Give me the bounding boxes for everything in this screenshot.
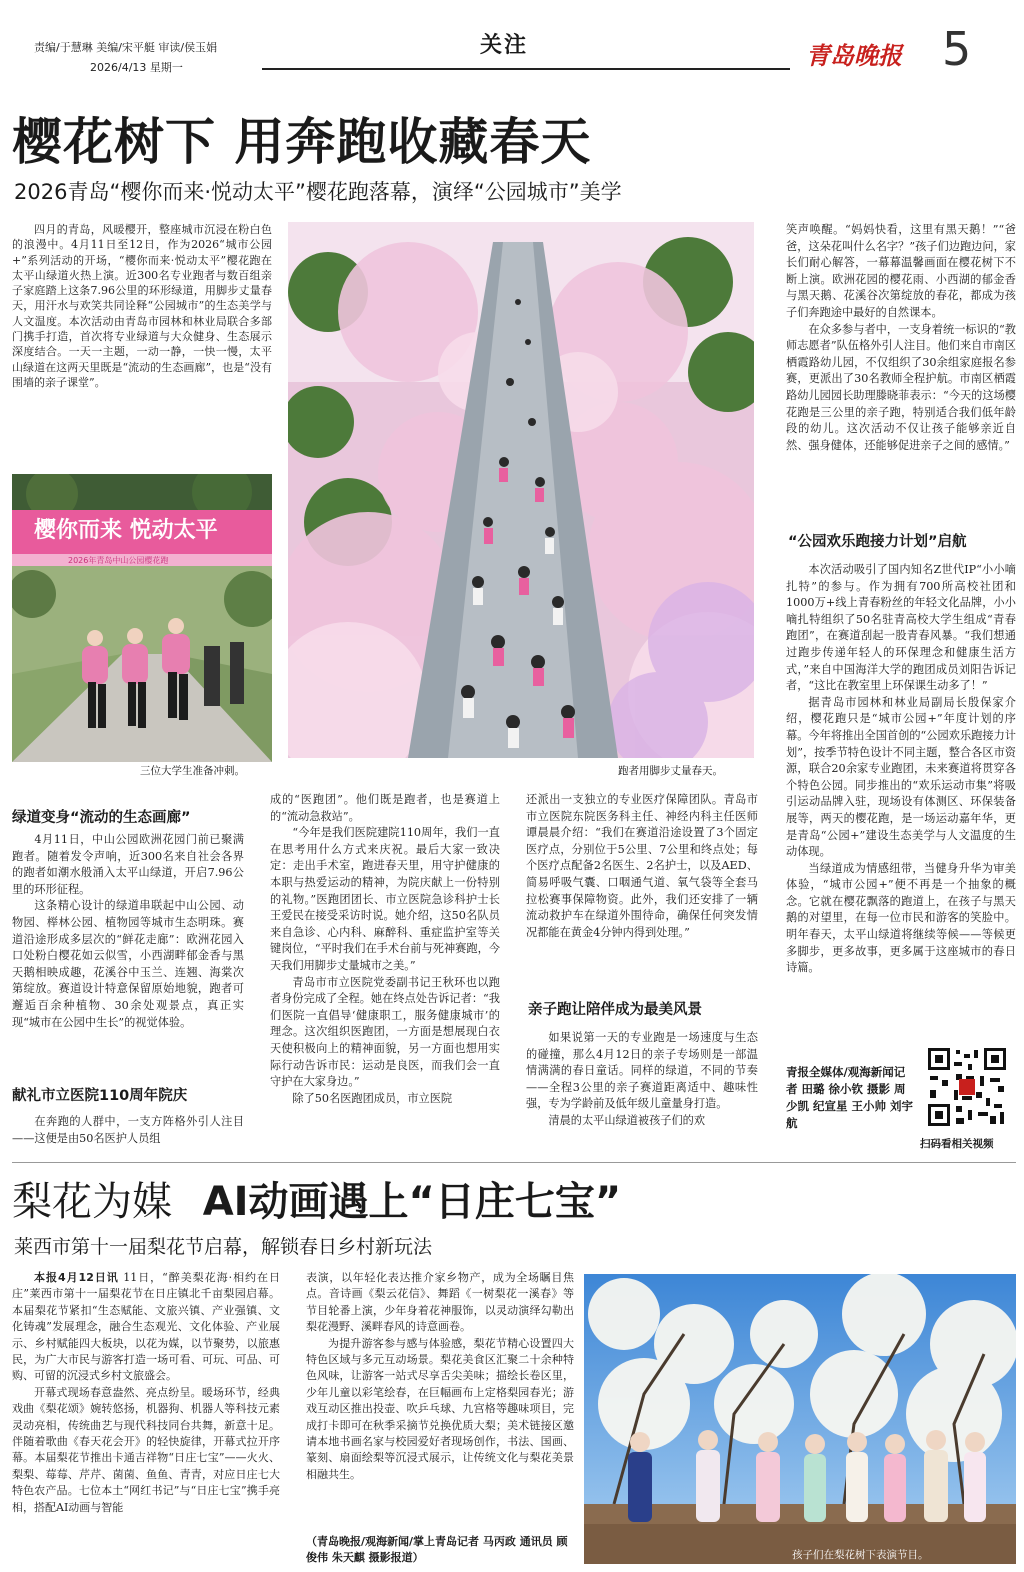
qr-code[interactable] xyxy=(926,1046,1008,1128)
section-heading-family-run: 亲子跑让陪伴成为最美风景 xyxy=(528,1002,702,1018)
dateline: 本报4月12日讯 xyxy=(34,1271,119,1284)
subheadline: 2026青岛“樱你而来·悦动太平”樱花跑落幕，演绎“公园城市”美学 xyxy=(14,180,622,204)
article-divider xyxy=(12,1162,1016,1163)
article1-byline: 青报全媒体/观海新闻记者 田璐 徐小钦 摄影 周少凯 纪宣星 王小帅 刘宇航 xyxy=(786,1065,914,1130)
photo-center-caption: 跑者用脚步丈量春天。 xyxy=(618,765,723,777)
headline-2-light: 梨花为媒 xyxy=(12,1179,172,1225)
banner-title: 樱你而来 悦动太平 xyxy=(34,518,218,543)
qr-caption: 扫码看相关视频 xyxy=(920,1138,994,1150)
photo-cherry-blossom-greenway xyxy=(288,222,754,758)
section-body-hospital-anniversary: 在奔跑的人群中，一支方阵格外引人注目——这便是由50名医护人员组 xyxy=(12,1115,244,1145)
section-body-relay-plan: 本次活动吸引了国内知名Z世代IP“小小嘀扎特”的参与。作为拥有700所高校社团和1000万+线上青春粉丝的年轻文化品牌，小小嘀扎特组织了50名驻青高校大学生组成“青春跑团”，在赛道刮起一股青春风暴。“我们想通过跑步传递年轻人的环保理念和健康生活方式，”来自中国海洋大学的跑团成员刘阳告诉记者，“这比在教室里上环保课生动多了！” 据青岛市园林和林业局副局长殷保家介绍，樱花跑只是“城市公园+”年度计划的序幕。今年将推出全国首创的“公园欢乐跑接力计划”，按季节特色设计不同主题，整合各区市资源，联合20余家专业跑团，未来赛道将贯穿各个特色公园。同步推出的“欢乐运动市集”将吸引运动品牌入驻，现场设有体测区、环保装备展等，两天的樱花跑，是一场运动嘉年华，更是青岛“公园+”建设生态美学与人文温度的生动体现。 当绿道成为情感纽带，当健身升华为审美体验，“城市公园+”便不再是一个抽象的概念。它就在樱花飘落的跑道上，在孩子与黑天鹅的对望里，在每一位市民和游客的笑脸中。明年春天，太平山绿道将继续等候——等候更多脚步，更多故事，更多属于这座城市的春日诗篇。 xyxy=(786,563,1016,975)
photo-left-caption: 三位大学生准备冲刺。 xyxy=(140,765,245,777)
column2-body: 成的“医跑团”。他们既是跑者，也是赛道上的“流动急救站”。 “今年是我们医院建院110周年，我们一直在思考用什么方式来庆祝。最后大家一致决定：走出手术室，跑进春天里，用守护健康的本职与热爱运动的精神，为院庆献上一份特别的礼物。”医跑团团长、市立医院急诊科护士长王爱民在接受采访时说。她介绍，这50名队员来自急诊、心内科、麻醉科、重症监护室等关键岗位，“平时我们在手术台前与死神赛跑，今天我们用脚步丈量城市之美。” 青岛市市立医院党委副书记王秋环也以跑者身份完成了全程。她在终点处告诉记者：“我们医院一直倡导‘健康职工，服务健康城市’的理念。这次组织医跑团，一方面是想展现白衣天使积极向上的精神面貌，另一方面也想用实际行动告诉市民：运动是良医，而我们会一直守护在大家身边。” 除了50名医跑团成员，市立医院 xyxy=(270,793,500,1105)
column4-body-top: 笑声唤醒。“妈妈快看，这里有黑天鹅！”“爸爸，这朵花叫什么名字？”孩子们边跑边问，家长们耐心解答，一幕幕温馨画面在樱花树下不断上演。欧洲花园的樱花雨、小西湖的郁金香与黑天鹅、花溪谷次第绽放的春花，都成为孩子们奔跑途中最好的自然课本。 在众多参与者中，一支身着统一标识的“教师志愿者”队伍格外引人注目。他们来自市南区栖霞路幼儿园，不仅组织了30余组家庭报名参赛，更派出了30名教师全程护航。市南区栖霞路幼儿园园长助理滕晓菲表示：“今天的这场樱花跑是三公里的亲子跑，特别适合我们低年龄段的幼儿。这次活动不仅让孩子能够亲近自然、强身健体，还能够促进亲子之间的感情。” xyxy=(786,223,1016,452)
section-heading-hospital-anniversary: 献礼市立医院110周年院庆 xyxy=(12,1088,188,1104)
article2-column1: 本报4月12日讯 11日，“醉美梨花海·相约在日庄”莱西市第十一届梨花节在日庄镇北千亩梨园启幕。本届梨花节紧扣“生态赋能、文旅兴镇、产业强镇、文化铸魂”发展理念，融合生态观光、文化体验、产业展示、乡村赋能四大板块，以花为媒，以节聚势，以旅惠民，为广大市民与游客打造一场可看、可玩、可品、可购、可留的沉浸式乡村文旅盛会。 开幕式现场春意盎然、亮点纷呈。暖场环节，经典戏曲《梨花颂》婉转悠扬，机器狗、机器人等科技元素灵动亮相，传统曲艺与现代科技同台共舞，新意十足。伴随着歌曲《春天花会开》的轻快旋律，开幕式拉开序幕。本届梨花节推出卡通吉祥物“日庄七宝”——火火、梨梨、莓莓、芹芹、菌菌、鱼鱼、青青，对应日庄七大特色农产品。七位本土“网红书记”与“日庄七宝”携手亮相，搭配AI动画与智能 xyxy=(12,1271,280,1514)
headline-2-bold: AI动画遇上“日庄七宝” xyxy=(202,1179,622,1225)
article-intro: 四月的青岛，风暖樱开，整座城市沉浸在粉白色的浪漫中。4月11日至12日，作为2026“城市公园+”系列活动的开场，“樱你而来·悦动太平”樱花跑在太平山绿道火热上演。近300名专业跑者与数百组亲子家庭踏上这条7.96公里的环形绿道，用脚步丈量春天，用汗水与欢笑共同诠释“公园城市”的生态美学与人文温度。本次活动由青岛市园林和林业局联合多部门携手打造，首次将专业绿道与大众健身、生态展示深度结合。一天一主题，一动一静，一快一慢，太平山绿道在这两天里既是“流动的生态画廊”，也是“没有围墙的亲子课堂”。 xyxy=(12,223,272,389)
column3-body: 还派出一支独立的专业医疗保障团队。青岛市市立医院东院医务科主任、神经内科主任医师谭晨晨介绍：“我们在赛道沿途设置了3个固定医疗点，分别位于5公里、7公里和终点处；每个医疗点配备2名医生、2名护士，以及AED、简易呼吸气囊、口咽通气道、氧气袋等全套马拉松赛事保障物资。此外，我们还安排了一辆流动救护车在绿道外围待命，确保任何突发情况都能在黄金4分钟内得到处理。” xyxy=(526,793,758,939)
article2-column2: 表演，以年轻化表达推介家乡物产，成为全场瞩目焦点。音诗画《梨云花信》、舞蹈《一树梨花一溪春》等节目轮番上演，少年身着花神服饰，以灵动演绎勾勒出梨花漫野、溪畔春风的诗意画卷。 为提升游客参与感与体验感，梨花节精心设置四大特色区域与多元互动场景。梨花美食区汇聚二十余种特色风味，让游客一站式尽享舌尖美味；描绘长卷区里，少年儿童以彩笔绘春，在巨幅画布上定格梨园春光；游戏互动区推出投壶、吹乒乓球、九宫格等趣味项目，完成打卡即可在秋季采摘节兑换优质大梨；美术链接区邀请本地书画名家与校园爱好者现场创作，书法、国画、篆刻、扇面绘梨等沉浸式展示，让传统文化与梨花美景相融共生。 xyxy=(306,1271,574,1481)
headline: 樱花树下 用奔跑收藏春天 xyxy=(12,113,592,171)
photo-caption-overlay: 孩子们在梨花树下表演节目。 xyxy=(792,1549,929,1561)
editor-credits: 责编/于慧琳 美编/宋平艇 审读/侯玉娟 xyxy=(34,41,218,54)
issue-date: 2026/4/13 星期一 xyxy=(90,61,183,74)
page-number: 5 xyxy=(942,22,972,76)
banner-subtitle: 2026年青岛中山公园樱花跑 xyxy=(68,556,169,565)
section-heading-ecological-gallery: 绿道变身“流动的生态画廊” xyxy=(12,810,191,826)
section-name: 关注 xyxy=(480,33,529,58)
headline-2 xyxy=(12,1170,621,1227)
photo-university-runners xyxy=(12,474,272,762)
subheadline-2: 莱西市第十一届梨花节启幕，解锁春日乡村新玩法 xyxy=(14,1236,433,1258)
masthead-rule xyxy=(262,68,790,70)
section-heading-relay-plan: “公园欢乐跑接力计划”启航 xyxy=(788,534,967,550)
section-body-family-run: 如果说第一天的专业跑是一场速度与生态的碰撞，那么4月12日的亲子专场则是一部温情满满的春日童话。同样的绿道，不同的节奏——全程3公里的亲子赛道距离适中、趣味性强，专为学龄前及低年级儿童量身打造。 清晨的太平山绿道被孩子们的欢 xyxy=(526,1031,758,1127)
article2-byline: （青岛晚报/观海新闻/掌上青岛记者 马丙政 通讯员 顾俊伟 朱天麒 摄影报道） xyxy=(306,1535,568,1564)
photo-pear-blossom-performance xyxy=(584,1274,1016,1564)
section-body-ecological-gallery: 4月11日，中山公园欧洲花园门前已聚满跑者。随着发令声响，近300名来自社会各界的跑者如潮水般涌入太平山绿道，开启7.96公里的环形征程。 这条精心设计的绿道串联起中山公园、动物园、榉林公园、植物园等城市生态明珠。赛道沿途形成多层次的“鲜花走廊”：欧洲花园入口处粉白樱花如云似雪，小西湖畔郁金香与黑天鹅相映成趣，花溪谷中玉兰、连翘、海棠次第绽放。赛道设计特意保留原始地貌，跑者可邂逅百余种植物、30余处观景点，真正实现“城市在公园中生长”的视觉体验。 xyxy=(12,833,244,1029)
paper-logo: 青岛晚报 xyxy=(806,41,902,70)
